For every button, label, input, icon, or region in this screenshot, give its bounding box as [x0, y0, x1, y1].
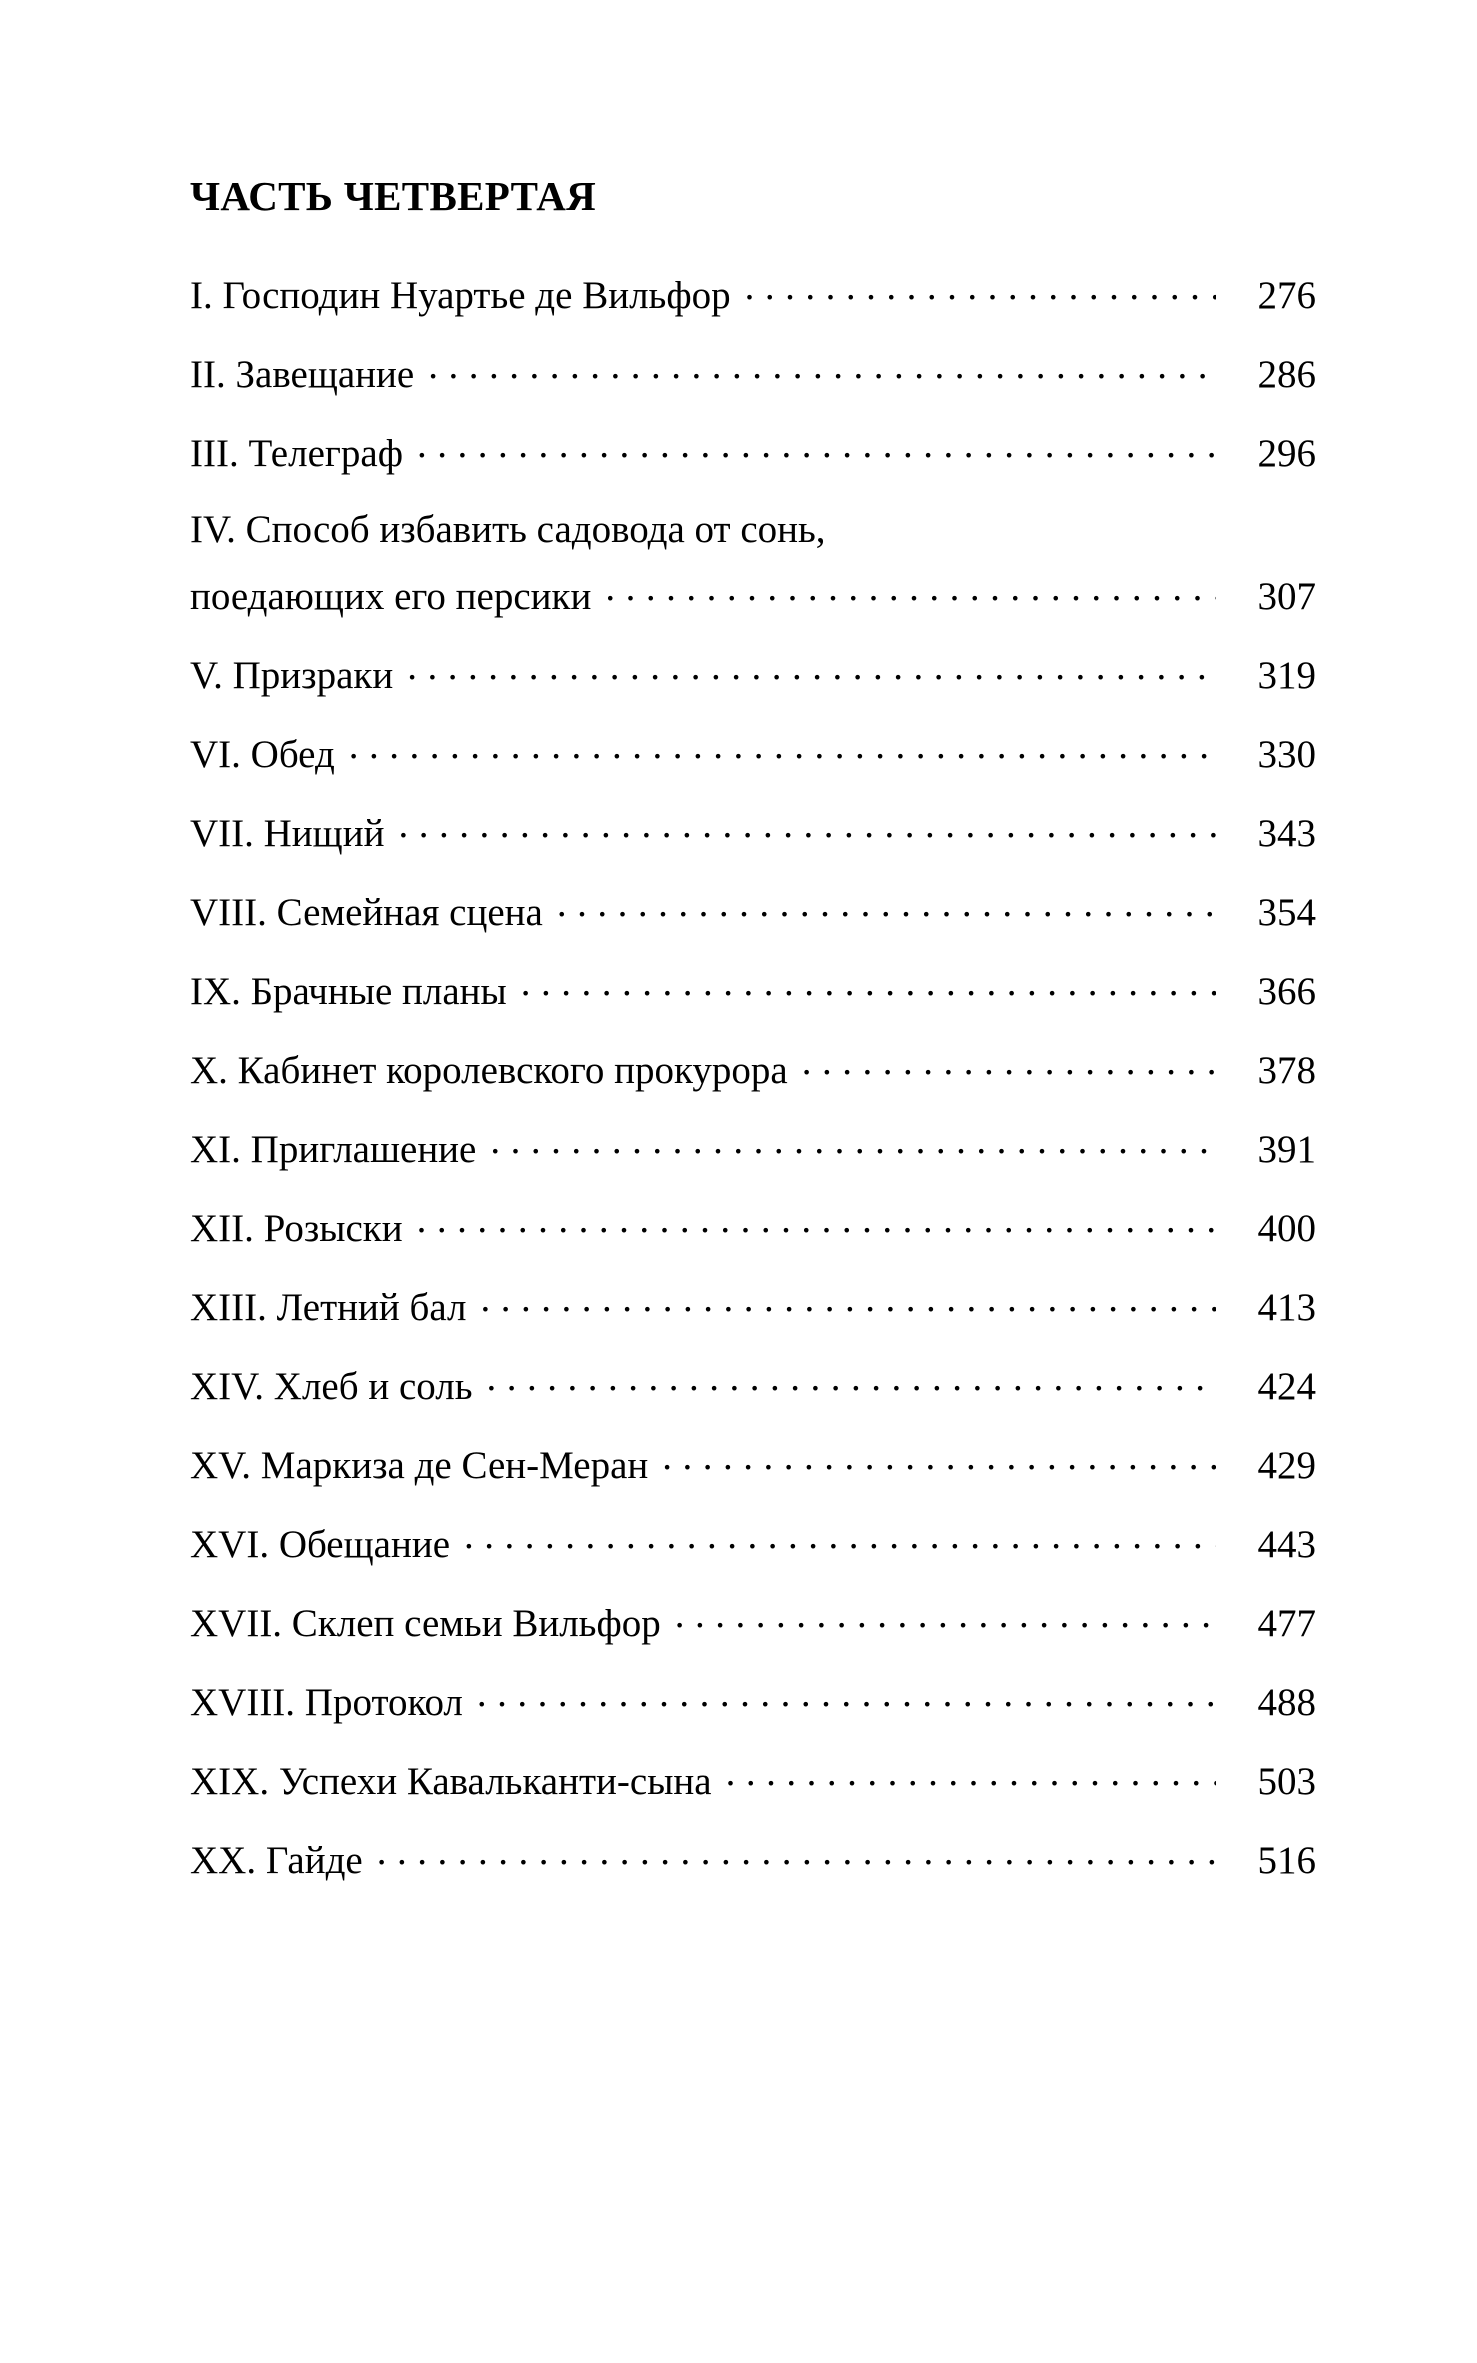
- toc-entry-title: XVI. Обещание: [190, 1523, 451, 1566]
- toc-entry-title: XIII. Летний бал: [190, 1286, 467, 1329]
- toc-entry-page-number: 307: [1257, 575, 1316, 618]
- toc-entry-line: [190, 269, 1316, 320]
- toc-entry-page-number: 400: [1257, 1207, 1316, 1250]
- toc-entry-page-number: 319: [1257, 654, 1316, 697]
- toc-entry[interactable]: [190, 1755, 1316, 1806]
- dot-leader: [477, 1676, 1216, 1715]
- toc-entry-line: [190, 1281, 1316, 1332]
- dot-leader: [486, 1360, 1216, 1399]
- toc-entry-page-number: 443: [1257, 1523, 1316, 1566]
- toc-entry-title: XI. Приглашение: [190, 1128, 477, 1171]
- toc-entry-line: [190, 1518, 1316, 1569]
- toc-entry[interactable]: [190, 1676, 1316, 1727]
- toc-entry-title: XIX. Успехи Кавальканти-сына: [190, 1760, 712, 1803]
- dot-leader: [490, 1123, 1216, 1162]
- toc-entry[interactable]: [190, 886, 1316, 937]
- part-heading: ЧАСТЬ ЧЕТВЕРТАЯ: [190, 173, 597, 219]
- toc-entry-line: [190, 1044, 1316, 1095]
- toc-entry-line: [190, 1202, 1316, 1253]
- toc-entry-page-number: 516: [1257, 1839, 1316, 1882]
- toc-entry-page-number: 276: [1257, 274, 1316, 317]
- toc-entry-line: [190, 965, 1316, 1016]
- toc-entry-title: VIII. Семейная сцена: [190, 891, 543, 934]
- toc-entry-title-line: [190, 506, 1316, 554]
- dot-leader: [605, 570, 1216, 609]
- toc-entry-line: [190, 886, 1316, 937]
- dot-leader: [557, 886, 1216, 925]
- toc-entry-line: [190, 1597, 1316, 1648]
- toc-entry-line: [190, 1439, 1316, 1490]
- toc-entry[interactable]: [190, 427, 1316, 478]
- dot-leader: [675, 1597, 1216, 1636]
- toc-entry[interactable]: [190, 1281, 1316, 1332]
- toc-entry-page-number: 413: [1257, 1286, 1316, 1329]
- dot-leader: [428, 348, 1216, 387]
- toc-entry-title: XIV. Хлеб и соль: [190, 1365, 473, 1408]
- toc-content: [190, 173, 1316, 1885]
- toc-entry[interactable]: [190, 1518, 1316, 1569]
- dot-leader: [726, 1755, 1216, 1794]
- toc-entry-page-number: 296: [1257, 432, 1316, 475]
- toc-entry-title: XVIII. Протокол: [190, 1681, 463, 1724]
- dot-leader: [417, 427, 1216, 466]
- dot-leader: [745, 269, 1216, 308]
- toc-entry-title: IV. Способ избавить садовода от сонь,: [190, 508, 826, 551]
- toc-entry-title: I. Господин Нуартье де Вильфор: [190, 274, 731, 317]
- toc-entry-title: II. Завещание: [190, 353, 415, 396]
- toc-entry-page-number: 488: [1257, 1681, 1316, 1724]
- toc-entry[interactable]: [190, 1044, 1316, 1095]
- toc-entry-title: VI. Обед: [190, 733, 335, 776]
- toc-entry[interactable]: [190, 269, 1316, 320]
- toc-entry-page-number: 330: [1257, 733, 1316, 776]
- toc-entry-page-number: 366: [1257, 970, 1316, 1013]
- toc-entry-line: [190, 348, 1316, 399]
- dot-leader: [407, 649, 1216, 688]
- toc-list: [190, 269, 1316, 1885]
- toc-entry-page-number: 378: [1257, 1049, 1316, 1092]
- dot-leader: [662, 1439, 1216, 1478]
- toc-entry-title: V. Призраки: [190, 654, 394, 697]
- toc-entry[interactable]: [190, 348, 1316, 399]
- toc-entry-page-number: 477: [1257, 1602, 1316, 1645]
- toc-entry-line: [190, 570, 1316, 621]
- dot-leader: [417, 1202, 1216, 1241]
- toc-entry-page-number: 503: [1257, 1760, 1316, 1803]
- dot-leader: [377, 1834, 1216, 1873]
- toc-entry-title: поедающих его персики: [190, 575, 592, 618]
- toc-entry-line: [190, 649, 1316, 700]
- toc-entry-line: [190, 427, 1316, 478]
- toc-entry-line: [190, 1755, 1316, 1806]
- toc-entry-title: IX. Брачные планы: [190, 970, 507, 1013]
- toc-entry-line: [190, 1676, 1316, 1727]
- toc-entry-title: XVII. Склеп семьи Вильфор: [190, 1602, 661, 1645]
- toc-entry-title: XX. Гайде: [190, 1839, 363, 1882]
- toc-entry[interactable]: [190, 1597, 1316, 1648]
- dot-leader: [481, 1281, 1217, 1320]
- dot-leader: [349, 728, 1216, 767]
- toc-entry-page-number: 424: [1257, 1365, 1316, 1408]
- dot-leader: [398, 807, 1216, 846]
- toc-entry[interactable]: [190, 506, 1316, 621]
- toc-entry-line: [190, 807, 1316, 858]
- dot-leader: [521, 965, 1216, 1004]
- toc-entry-line: [190, 1360, 1316, 1411]
- toc-entry-page-number: 343: [1257, 812, 1316, 855]
- toc-entry-title: X. Кабинет королевского прокурора: [190, 1049, 788, 1092]
- toc-entry-line: [190, 728, 1316, 779]
- dot-leader: [464, 1518, 1216, 1557]
- toc-entry-page-number: 286: [1257, 353, 1316, 396]
- toc-entry-page-number: 354: [1257, 891, 1316, 934]
- toc-entry[interactable]: [190, 1360, 1316, 1411]
- toc-entry[interactable]: [190, 728, 1316, 779]
- toc-entry-title: III. Телеграф: [190, 432, 403, 475]
- toc-entry-line: [190, 1123, 1316, 1174]
- toc-entry-page-number: 429: [1257, 1444, 1316, 1487]
- toc-entry-line: [190, 1834, 1316, 1885]
- toc-entry[interactable]: [190, 649, 1316, 700]
- dot-leader: [802, 1044, 1216, 1083]
- toc-entry[interactable]: [190, 965, 1316, 1016]
- toc-entry-title: XII. Розыски: [190, 1207, 403, 1250]
- toc-entry-page-number: 391: [1257, 1128, 1316, 1171]
- toc-entry[interactable]: [190, 1202, 1316, 1253]
- toc-entry-title: VII. Нищий: [190, 812, 385, 855]
- toc-entry[interactable]: [190, 1834, 1316, 1885]
- toc-entry-title: XV. Маркиза де Сен-Меран: [190, 1444, 649, 1487]
- toc-entry[interactable]: [190, 1123, 1316, 1174]
- toc-entry[interactable]: [190, 807, 1316, 858]
- toc-entry[interactable]: [190, 1439, 1316, 1490]
